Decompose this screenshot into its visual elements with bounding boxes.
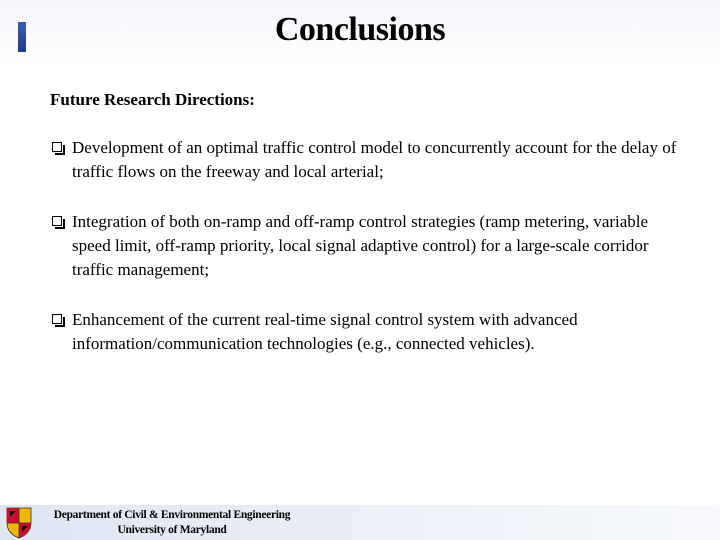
footer-text [40,508,304,538]
square-bullet-icon [52,216,62,226]
section-heading: Future Research Directions: [50,90,255,109]
footer-university: University of Maryland [117,524,227,536]
list-item [50,136,690,184]
university-seal-logo-icon [4,505,34,539]
footer-department: Department of Civil & Environmental Engineering [53,509,291,521]
bullet-text: Enhancement of the current real-time signal control system with advanced information/communication technologies (e.g., connected vehicles). [72,310,578,353]
bullet-list [50,136,690,382]
list-item [50,308,690,356]
square-bullet-icon [52,314,62,324]
list-item [50,210,690,282]
square-bullet-icon [52,142,62,152]
bullet-text: Integration of both on-ramp and off-ramp control strategies (ramp metering, variable speed limit, off-ramp priority, local signal adaptive control) for a large-scale corridor traffic management; [72,212,649,279]
bullet-text: Development of an optimal traffic control model to concurrently account for the delay of traffic flows on the freeway and local arterial; [72,138,677,181]
slide-title: Conclusions [274,11,446,48]
